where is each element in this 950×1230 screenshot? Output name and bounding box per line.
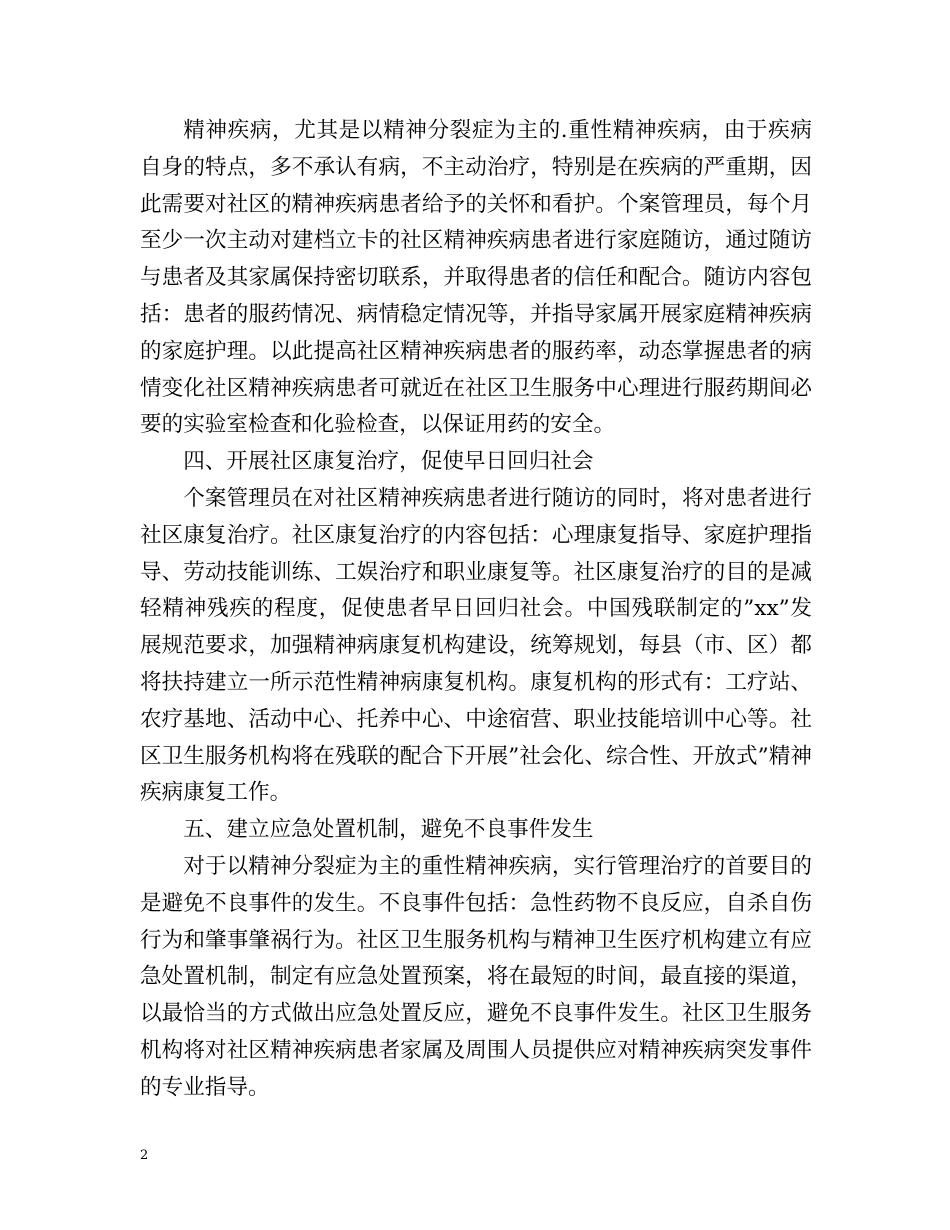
- paragraph-community-rehab: 个案管理员在对社区精神疾病患者进行随访的同时，将对患者进行社区康复治疗。社区康复治疗的内容包括：心理康复指导、家庭护理指导、劳动技能训练、工娱治疗和职业康复等。社区康复治疗的目的是减轻精神残疾的程度，促使患者早日回归社会。中国残联制定的”xx”发展规范要求，加强精神病康复机构建设，统筹规划，每县（市、区）都将扶持建立一所示范性精神病康复机构。康复机构的形式有：工疗站、农疗基地、活动中心、托养中心、中途宿营、职业技能培训中心等。社区卫生服务机构将在残联的配合下开展”社会化、综合性、开放式”精神疾病康复工作。: [140, 485, 812, 806]
- section-heading-community-rehab: 四、开展社区康复治疗，促使早日回归社会: [183, 449, 594, 475]
- section-heading-emergency: 五、建立应急处置机制，避免不良事件发生: [183, 817, 594, 843]
- paragraph-home-visit: 精神疾病，尤其是以精神分裂症为主的.重性精神疾病，由于疾病自身的特点，多不承认有病，不主动治疗，特别是在疾病的严重期，因此需要对社区的精神疾病患者给予的关怀和看护。个案管理员，每个月至少一次主动对建档立卡的社区精神疾病患者进行家庭随访，通过随访与患者及其家属保持密切联系，并取得患者的信任和配合。随访内容包括：患者的服药情况、病情稳定情况等，并指导家属开展家庭精神疾病的家庭护理。以此提高社区精神疾病患者的服药率，动态掌握患者的病情变化社区精神疾病患者可就近在社区卫生服务中心理进行服药期间必要的实验室检查和化验检查，以保证用药的安全。: [140, 118, 812, 438]
- page-number: 2: [140, 1148, 149, 1163]
- document-body: [140, 113, 812, 1107]
- paragraph-emergency: 对于以精神分裂症为主的重性精神疾病，实行管理治疗的首要目的是避免不良事件的发生。不良事件包括：急性药物不良反应，自杀自伤行为和肇事肇祸行为。社区卫生服务机构与精神卫生医疗机构建立有应急处置机制，制定有应急处置预案，将在最短的时间，最直接的渠道，以最恰当的方式做出应急处置反应，避免不良事件发生。社区卫生服务机构将对社区精神疾病患者家属及周围人员提供应对精神疾病突发事件的专业指导。: [140, 853, 812, 1100]
